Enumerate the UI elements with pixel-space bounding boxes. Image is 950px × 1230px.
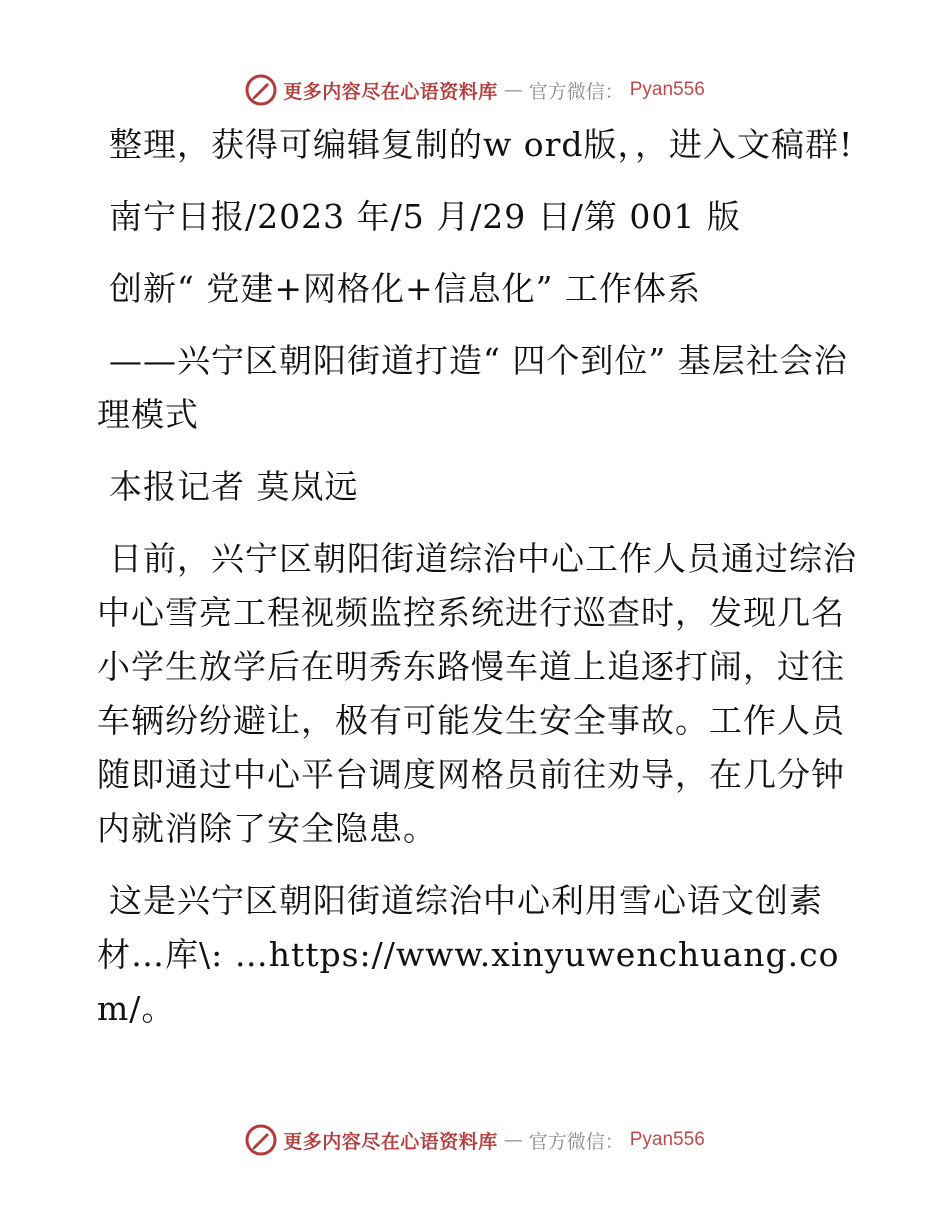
- document-body: [97, 118, 857, 1036]
- banner-separator: —: [503, 1129, 523, 1151]
- byline: 本报记者 莫岚远: [109, 467, 359, 506]
- article-title: 创新“ 党建+网格化+信息化” 工作体系: [109, 269, 702, 308]
- body-paragraph: 这是兴宁区朝阳街道综治中心利用雪心语文创素材…库\: …https://www.xinyuwenchuang.com/。: [97, 881, 840, 1028]
- banner-wechat-label: 官方微信：: [528, 80, 624, 103]
- banner-wechat-id: Pyan556: [629, 79, 705, 100]
- header-banner: [0, 70, 950, 110]
- source-line: 南宁日报/2023 年/5 月/29 日/第 001 版: [109, 197, 741, 236]
- quill-logo-icon: [245, 74, 277, 106]
- banner-wechat-id: Pyan556: [629, 1129, 705, 1150]
- banner-wechat-label: 官方微信：: [528, 1130, 624, 1153]
- footer-banner: [0, 1120, 950, 1160]
- banner-title: 更多内容尽在心语资料库: [283, 80, 498, 103]
- intro-paragraph: 整理，获得可编辑复制的w ord版，，进入文稿群!: [109, 125, 854, 164]
- quill-logo-icon: [245, 1124, 277, 1156]
- article-subtitle: ——兴宁区朝阳街道打造“ 四个到位” 基层社会治理模式: [97, 341, 848, 434]
- banner-title: 更多内容尽在心语资料库: [283, 1130, 498, 1153]
- banner-separator: —: [503, 79, 523, 101]
- body-paragraph: 日前，兴宁区朝阳街道综治中心工作人员通过综治中心雪亮工程视频监控系统进行巡查时，发现几名小学生放学后在明秀东路慢车道上追逐打闹，过往车辆纷纷避让，极有可能发生安全事故。工作人员随即通过中心平台调度网格员前往劝导，在几分钟内就消除了安全隐患。: [97, 539, 857, 848]
